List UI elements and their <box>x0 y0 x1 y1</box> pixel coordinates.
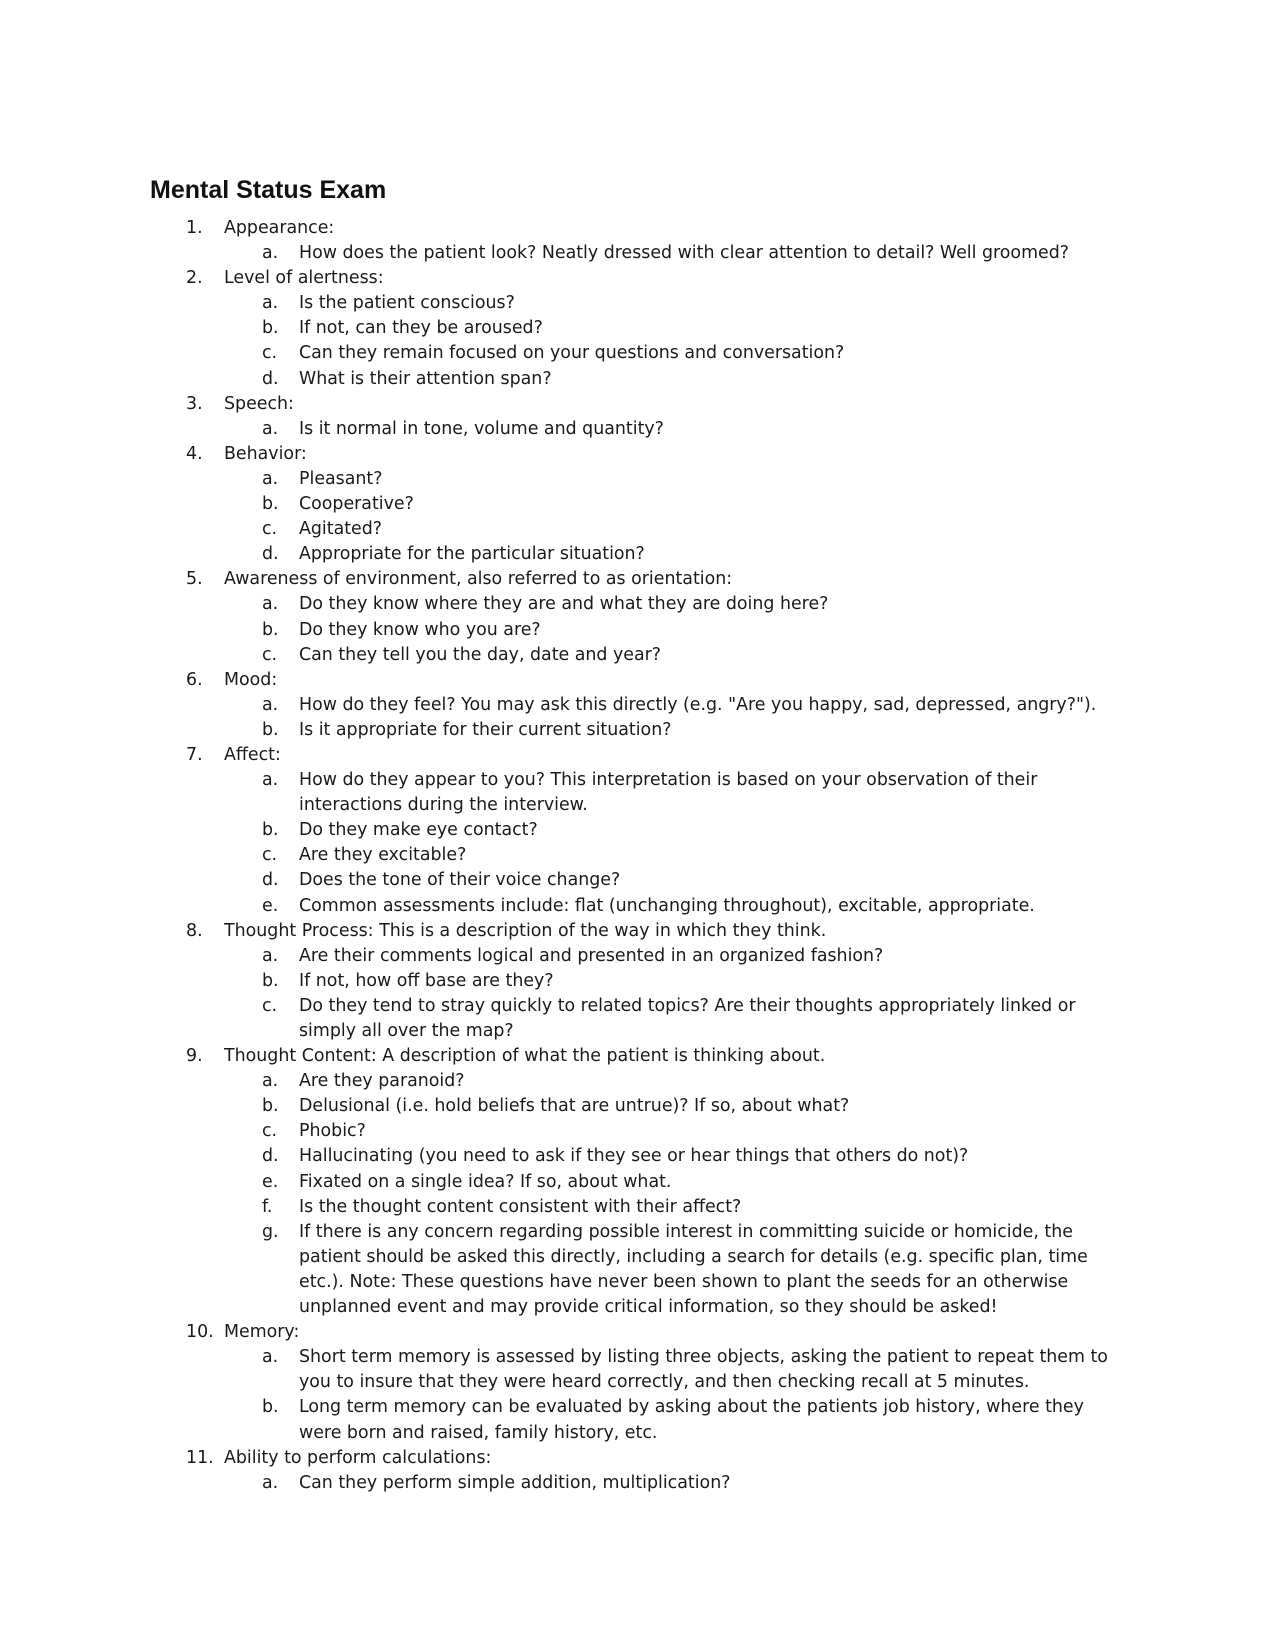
sub-question-text: Is the thought content consistent with their affect? <box>299 1196 742 1217</box>
sub-question-list <box>0 1471 1275 1496</box>
sub-question-list <box>0 1069 1275 1320</box>
sub-question <box>0 592 1275 617</box>
item-heading: Speech: <box>224 393 294 414</box>
sub-question-text: Can they tell you the day, date and year? <box>299 644 662 665</box>
sub-question-letter: b. <box>262 820 279 841</box>
sub-question-letter: a. <box>262 1472 279 1493</box>
sub-question-letter: b. <box>262 719 279 740</box>
item-number: 8. <box>186 920 203 941</box>
sub-question-letter: d. <box>262 368 279 389</box>
outline-item-row <box>0 1044 1275 1069</box>
sub-question-letter: c. <box>262 644 278 665</box>
sub-question <box>0 618 1275 643</box>
sub-question-text: Common assessments include: flat (unchanging throughout), excitable, appropriate. <box>299 895 1035 916</box>
sub-question-text: Are their comments logical and presented in an organized fashion? <box>299 945 884 966</box>
sub-question-text: Phobic? <box>299 1121 366 1142</box>
sub-question-list <box>0 768 1275 919</box>
sub-question-text: Hallucinating (you need to ask if they see or hear things that others do not)? <box>299 1146 969 1167</box>
item-number: 6. <box>186 669 203 690</box>
sub-question-list <box>0 693 1275 743</box>
sub-question-letter: a. <box>262 770 279 791</box>
sub-question <box>0 316 1275 341</box>
sub-question-text: Are they excitable? <box>299 845 467 866</box>
sub-question-text: Do they know where they are and what they are doing here? <box>299 594 829 615</box>
item-heading: Affect: <box>224 744 281 765</box>
outline-item <box>0 668 1275 743</box>
item-number: 1. <box>186 218 203 238</box>
sub-question-letter: a. <box>262 594 279 615</box>
sub-question-text: Does the tone of their voice change? <box>299 870 621 891</box>
sub-question-text: Is it normal in tone, volume and quantity? <box>299 418 664 439</box>
sub-question <box>0 517 1275 542</box>
sub-question-text: Delusional (i.e. hold beliefs that are untrue)? If so, about what? <box>299 1096 850 1117</box>
sub-question <box>0 291 1275 316</box>
sub-question <box>0 1471 1275 1496</box>
item-heading: Thought Process: This is a description of the way in which they think. <box>224 920 827 941</box>
sub-question-letter: c. <box>262 343 278 364</box>
item-heading: Behavior: <box>224 443 307 464</box>
sub-question <box>0 944 1275 969</box>
sub-question <box>0 969 1275 994</box>
item-number: 2. <box>186 268 203 289</box>
sub-question <box>0 718 1275 743</box>
sub-question <box>0 994 1275 1044</box>
sub-question-letter: a. <box>262 694 279 715</box>
item-heading: Appearance: <box>224 218 335 238</box>
sub-question <box>0 843 1275 868</box>
sub-question-letter: b. <box>262 494 279 515</box>
sub-question <box>0 241 1275 266</box>
outline-item <box>0 392 1275 442</box>
outline-item-row <box>0 567 1275 592</box>
sub-question-text: Do they make eye contact? <box>299 820 538 841</box>
sub-question-text: If there is any concern regarding possible interest in committing suicide or homicide, the patient should be asked this directly, including a search for details (e.g. specific plan, time etc.). Note: These questions have never been shown to plant the seeds for an otherwise unplanned event and may provide critical information, so they should be asked! <box>299 1221 1088 1318</box>
sub-question <box>0 1094 1275 1119</box>
sub-question-letter: c. <box>262 995 278 1016</box>
outline-item-row <box>0 668 1275 693</box>
exam-outline <box>0 216 1275 1496</box>
sub-question <box>0 894 1275 919</box>
sub-question-letter: g. <box>262 1221 279 1242</box>
sub-question <box>0 868 1275 893</box>
sub-question-letter: a. <box>262 1071 279 1092</box>
sub-question-letter: b. <box>262 1096 279 1117</box>
sub-question-letter: a. <box>262 293 279 314</box>
sub-question-letter: e. <box>262 895 279 916</box>
sub-question-text: Fixated on a single idea? If so, about what. <box>299 1171 672 1192</box>
outline-item <box>0 216 1275 266</box>
sub-question <box>0 1170 1275 1195</box>
sub-question <box>0 417 1275 442</box>
sub-question-text: Is the patient conscious? <box>299 293 515 314</box>
sub-question-text: How do they appear to you? This interpretation is based on your observation of their interactions during the interview. <box>299 770 1038 816</box>
sub-question <box>0 643 1275 668</box>
outline-item <box>0 919 1275 1044</box>
sub-question-text: Cooperative? <box>299 494 414 515</box>
sub-question-text: Short term memory is assessed by listing three objects, asking the patient to repeat them to you to insure that they were heard correctly, and then checking recall at 5 minutes. <box>299 1347 1108 1393</box>
sub-question-letter: d. <box>262 870 279 891</box>
sub-question-text: What is their attention span? <box>299 368 552 389</box>
sub-question-text: Can they remain focused on your questions and conversation? <box>299 343 845 364</box>
item-heading: Mood: <box>224 669 278 690</box>
sub-question <box>0 768 1275 818</box>
sub-question-text: Long term memory can be evaluated by asking about the patients job history, where they were born and raised, family history, etc. <box>299 1397 1084 1443</box>
sub-question-letter: c. <box>262 1121 278 1142</box>
sub-question <box>0 542 1275 567</box>
outline-item-row <box>0 1320 1275 1345</box>
item-number: 3. <box>186 393 203 414</box>
sub-question-text: Do they know who you are? <box>299 619 541 640</box>
outline-item-row <box>0 392 1275 417</box>
item-number: 9. <box>186 1046 203 1067</box>
sub-question-list <box>0 592 1275 667</box>
sub-question-letter: b. <box>262 1397 279 1418</box>
sub-question <box>0 492 1275 517</box>
outline-item <box>0 442 1275 567</box>
sub-question-list <box>0 467 1275 567</box>
sub-question-text: Do they tend to stray quickly to related topics? Are their thoughts appropriately linked or simply all over the map? <box>299 995 1076 1041</box>
item-number: 7. <box>186 744 203 765</box>
outline-item <box>0 266 1275 391</box>
sub-question <box>0 1144 1275 1169</box>
item-heading: Thought Content: A description of what the patient is thinking about. <box>224 1046 826 1067</box>
sub-question-list <box>0 417 1275 442</box>
sub-question-letter: b. <box>262 619 279 640</box>
outline-item-row <box>0 743 1275 768</box>
sub-question-list <box>0 291 1275 391</box>
sub-question <box>0 341 1275 366</box>
sub-question-letter: c. <box>262 519 278 540</box>
item-number: 5. <box>186 569 203 590</box>
outline-item <box>0 567 1275 667</box>
document-title: Mental Status Exam <box>150 176 387 204</box>
item-heading: Ability to perform calculations: <box>224 1447 492 1468</box>
outline-item-row <box>0 216 1275 241</box>
sub-question <box>0 1119 1275 1144</box>
sub-question-letter: d. <box>262 1146 279 1167</box>
sub-question-text: If not, can they be aroused? <box>299 318 543 339</box>
outline-item <box>0 1320 1275 1445</box>
item-heading: Awareness of environment, also referred to as orientation: <box>224 569 733 590</box>
item-number: 11. <box>186 1447 214 1468</box>
sub-question-text: Is it appropriate for their current situation? <box>299 719 672 740</box>
item-heading: Memory: <box>224 1322 300 1343</box>
sub-question-letter: c. <box>262 845 278 866</box>
outline-item-row <box>0 1446 1275 1471</box>
sub-question-letter: f. <box>262 1196 273 1217</box>
sub-question-text: Appropriate for the particular situation? <box>299 544 645 565</box>
item-number: 10. <box>186 1322 214 1343</box>
sub-question <box>0 1195 1275 1220</box>
sub-question-letter: b. <box>262 970 279 991</box>
sub-question-text: Are they paranoid? <box>299 1071 465 1092</box>
sub-question-letter: a. <box>262 468 279 489</box>
sub-question <box>0 693 1275 718</box>
sub-question-text: If not, how off base are they? <box>299 970 554 991</box>
sub-question <box>0 1345 1275 1395</box>
sub-question-text: Agitated? <box>299 519 383 540</box>
sub-question <box>0 1069 1275 1094</box>
sub-question <box>0 367 1275 392</box>
sub-question-list <box>0 241 1275 266</box>
sub-question <box>0 467 1275 492</box>
item-heading: Level of alertness: <box>224 268 384 289</box>
sub-question-letter: b. <box>262 318 279 339</box>
sub-question-letter: a. <box>262 243 279 264</box>
sub-question-text: Pleasant? <box>299 468 383 489</box>
sub-question-letter: a. <box>262 1347 279 1368</box>
sub-question-text: How does the patient look? Neatly dressed with clear attention to detail? Well groomed? <box>299 243 1069 264</box>
sub-question-list <box>0 944 1275 1044</box>
sub-question <box>0 1220 1275 1320</box>
item-number: 4. <box>186 443 203 464</box>
outline-item <box>0 1044 1275 1320</box>
sub-question-text: How do they feel? You may ask this directly (e.g. "Are you happy, sad, depressed, angry?"). <box>299 694 1097 715</box>
outline-item-row <box>0 919 1275 944</box>
sub-question-letter: e. <box>262 1171 279 1192</box>
sub-question-letter: a. <box>262 945 279 966</box>
sub-question <box>0 1395 1275 1445</box>
outline-item-row <box>0 266 1275 291</box>
sub-question-text: Can they perform simple addition, multiplication? <box>299 1472 731 1493</box>
sub-question-letter: d. <box>262 544 279 565</box>
sub-question-letter: a. <box>262 418 279 439</box>
outline-item-row <box>0 442 1275 467</box>
outline-item <box>0 1446 1275 1496</box>
sub-question <box>0 818 1275 843</box>
outline-item <box>0 743 1275 919</box>
sub-question-list <box>0 1345 1275 1445</box>
